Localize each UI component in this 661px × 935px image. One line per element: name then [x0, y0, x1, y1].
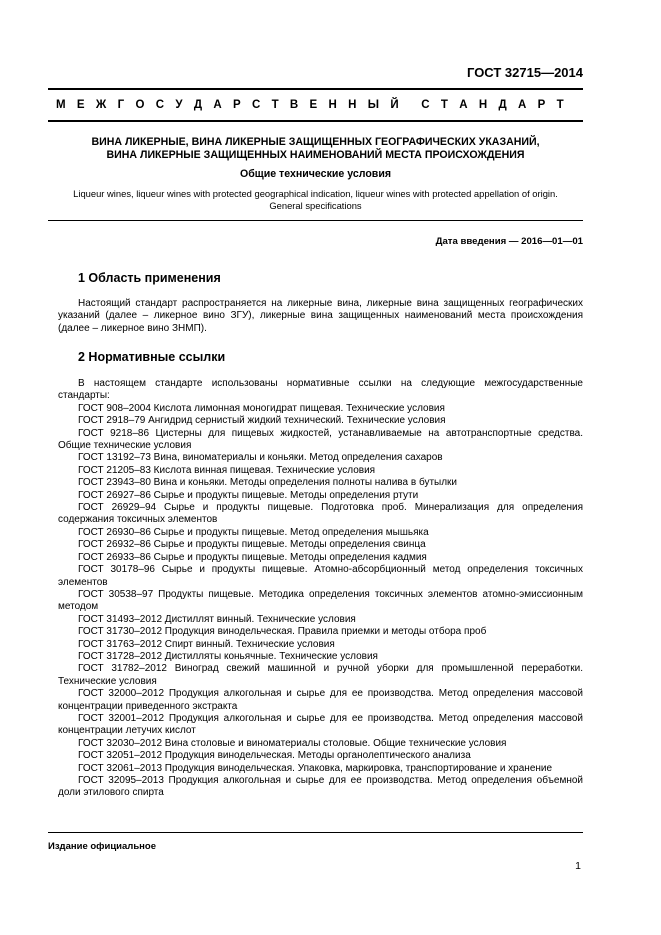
section-1-body — [58, 298, 583, 335]
reference-item: ГОСТ 26927–86 Сырье и продукты пищевые. Методы определения ртути — [78, 489, 419, 501]
reference-item: ГОСТ 32061–2013 Продукция винодельческая. Упаковка, маркировка, транспортирование и хранение — [78, 762, 553, 774]
introduction-date: Дата введения — 2016—01—01 — [435, 236, 583, 247]
reference-item: ГОСТ 32095–2013 Продукция алкогольная и сырье для ее производства. Метод определения объемной доли этилового спирта — [58, 775, 583, 799]
reference-item: ГОСТ 30178–96 Сырье и продукты пищевые. Атомно-абсорбционный метод определения токсичных элементов — [58, 564, 583, 588]
banner-letter: А — [517, 99, 527, 111]
banner-letter: Т — [440, 99, 448, 111]
title-line-2: ВИНА ЛИКЕРНЫЕ ЗАЩИЩЕННЫХ НАИМЕНОВАНИЙ МЕСТА ПРОИСХОЖДЕНИЯ — [106, 149, 525, 161]
reference-item: ГОСТ 23943–80 Вина и коньяки. Методы определения полноты налива в бутылки — [78, 477, 458, 489]
page-number: 1 — [575, 860, 581, 872]
banner-letter: Н — [478, 99, 488, 111]
banner-letter: Е — [76, 99, 85, 111]
english-title — [48, 188, 583, 212]
normative-references-list — [58, 378, 583, 800]
english-title-line-1: Liqueur wines, liqueur wines with protected geographical indication, liqueur wines with protected appellation of origin. — [73, 188, 558, 199]
reference-item: ГОСТ 908–2004 Кислота лимонная моногидрат пищевая. Технические условия — [78, 402, 445, 414]
title-line-1: ВИНА ЛИКЕРНЫЕ, ВИНА ЛИКЕРНЫЕ ЗАЩИЩЕННЫХ ГЕОГРАФИЧЕСКИХ УКАЗАНИЙ, — [91, 136, 540, 148]
reference-item: ГОСТ 9218–86 Цистерны для пищевых жидкостей, устанавливаемые на автотранспортные средства. Общие технические условия — [58, 427, 583, 452]
top-rule — [48, 88, 583, 90]
banner-letter: Ы — [367, 99, 380, 111]
official-edition-label: Издание официальное — [48, 841, 156, 852]
banner-letter: А — [459, 99, 468, 111]
banner-letter: Т — [271, 99, 279, 111]
reference-item: ГОСТ 26929–94 Сырье и продукты пищевые. Подготовка проб. Минерализация для определения содержания токсичных элементов — [58, 502, 583, 526]
title-bottom-rule — [48, 220, 583, 221]
banner-letter: Д — [193, 99, 203, 111]
section-2-heading: 2 Нормативные ссылки — [78, 350, 226, 364]
reference-item: ГОСТ 26932–86 Сырье и продукты пищевые. Методы определения свинца — [78, 539, 426, 551]
reference-item: ГОСТ 32051–2012 Продукция винодельческая. Методы органолептического анализа — [78, 750, 471, 762]
reference-item: ГОСТ 30538–97 Продукты пищевые. Методика определения токсичных элементов атомно-эмиссионным методом — [58, 588, 583, 613]
banner-letter: Г — [117, 99, 125, 111]
document-subtitle: Общие технические условия — [239, 168, 392, 180]
reference-item: ГОСТ 2918–79 Ангидрид сернистый жидкий технический. Технические условия — [78, 415, 446, 427]
interstate-standard-banner — [56, 99, 564, 111]
banner-letter: М — [56, 99, 66, 111]
banner-letter: Д — [498, 99, 507, 111]
banner-letter: О — [135, 99, 145, 111]
document-title — [48, 136, 583, 162]
reference-item: ГОСТ 31763–2012 Спирт винный. Технические условия — [78, 638, 335, 650]
banner-letter: С — [155, 99, 165, 111]
banner-letter: Н — [328, 99, 337, 111]
reference-item: ГОСТ 32030–2012 Вина столовые и виноматериалы столовые. Общие технические условия — [78, 737, 507, 749]
reference-item: ГОСТ 32000–2012 Продукция алкогольная и сырье для ее производства. Метод определения массовой концентрации приведенного экстракта — [58, 688, 583, 712]
section-1-heading: 1 Область применения — [78, 271, 221, 285]
banner-letter: Р — [232, 99, 241, 111]
banner-letter: У — [175, 99, 183, 111]
banner-letter: А — [213, 99, 222, 111]
reference-item: ГОСТ 26933–86 Сырье и продукты пищевые. Методы определения кадмия — [78, 551, 427, 563]
reference-item: ГОСТ 31782–2012 Виноград свежий машинной и ручной уборки для промышленной переработки. Технические условия — [58, 663, 583, 687]
reference-item: ГОСТ 32001–2012 Продукция алкогольная и сырье для ее производства. Метод определения массовой концентрации летучих кислот — [58, 712, 583, 737]
english-title-line-2: General specifications — [269, 200, 362, 211]
banner-letter: С — [251, 99, 261, 111]
standard-code: ГОСТ 32715—2014 — [467, 65, 583, 80]
banner-letter: Н — [348, 99, 357, 111]
banner-letter: Е — [309, 99, 318, 111]
banner-letter: Й — [390, 99, 399, 111]
banner-letter: Т — [556, 99, 564, 111]
reference-item: ГОСТ 31493–2012 Дистиллят винный. Технические условия — [78, 613, 356, 625]
footer-rule — [48, 832, 583, 833]
banner-letter: Ж — [95, 99, 107, 111]
section-1-paragraph: Настоящий стандарт распространяется на ликерные вина, ликерные вина защищенных географических указаний (далее – ликерное вино ЗГУ), ликерные вина защищенных наименований места происхождения (далее – ликерное вино ЗНМП). — [58, 298, 583, 334]
reference-item: ГОСТ 21205–83 Кислота винная пищевая. Технические условия — [78, 464, 376, 476]
reference-item: ГОСТ 26930–86 Сырье и продукты пищевые. Метод определения мышьяка — [78, 526, 429, 538]
banner-letter: В — [289, 99, 299, 111]
reference-item: ГОСТ 31728–2012 Дистилляты коньячные. Технические условия — [78, 650, 378, 662]
section-2-intro: В настоящем стандарте использованы нормативные ссылки на следующие межгосударственные стандарты: — [58, 378, 583, 402]
reference-item: ГОСТ 31730–2012 Продукция винодельческая. Правила приемки и методы отбора проб — [78, 626, 487, 638]
banner-letter: С — [421, 99, 430, 111]
banner-letter: Р — [537, 99, 546, 111]
reference-item: ГОСТ 13192–73 Вина, виноматериалы и коньяки. Метод определения сахаров — [78, 452, 443, 464]
banner-bottom-rule — [48, 120, 583, 122]
